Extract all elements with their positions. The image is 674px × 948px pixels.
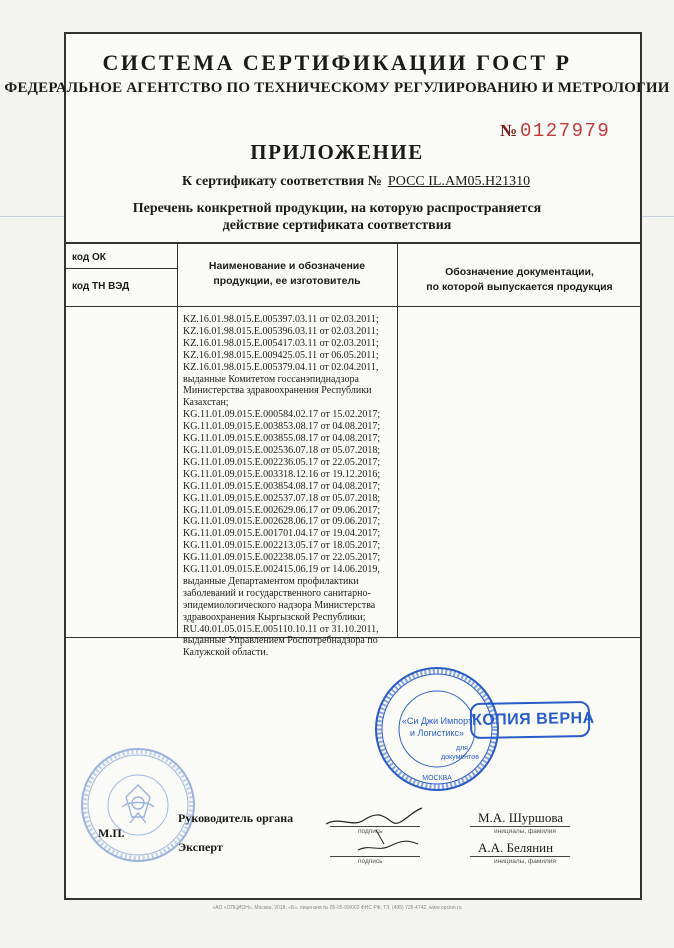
signature-caption: подпись xyxy=(358,858,383,865)
col-docs-header-line: по которой выпускается продукция xyxy=(426,281,613,293)
head-name: М.А. Шуршова xyxy=(478,810,564,825)
product-line: KG.11.01.09.015.E.002213.05.17 от 18.05.2017; xyxy=(183,540,381,552)
product-line: здравоохранения Кыргызской Республики; xyxy=(183,611,366,623)
product-line: эпидемиологического надзора Министерства xyxy=(183,599,376,611)
product-line: KZ.16.01.98.015.E.005417.03.11 от 02.03.2011; xyxy=(183,337,379,349)
product-line: KG.11.01.09.015.E.002415.06.19 от 14.06.2019, xyxy=(183,564,380,576)
expert-name: А.А. Белянин xyxy=(478,840,554,855)
product-line: KG.11.01.09.015.E.003854.08.17 от 04.08.2017; xyxy=(183,480,381,492)
stamp-place-label: М.П. xyxy=(98,826,125,840)
signature-caption: подпись xyxy=(358,828,383,835)
product-line: KG.11.01.09.015.E.002629.06.17 от 09.06.2017; xyxy=(183,504,381,516)
copy-stamp-text: КОПИЯ ВЕРНА xyxy=(471,709,595,730)
copy-stamp xyxy=(470,701,595,739)
product-line: KG.11.01.09.015.E.002628.06.17 от 09.06.2017; xyxy=(183,516,381,528)
seal-center-line: «Си Джи Импорт xyxy=(401,716,473,726)
product-line: KG.11.01.09.015.E.002236.05.17 от 22.05.2017; xyxy=(183,456,381,468)
number-sign: № xyxy=(500,121,518,140)
table-divider xyxy=(64,306,642,307)
product-line: Калужской области. xyxy=(183,647,269,659)
agency-title: ФЕДЕРАЛЬНОЕ АГЕНТСТВО ПО ТЕХНИЧЕСКОМУ РЕГУЛИРОВАНИЮ И МЕТРОЛОГИИ xyxy=(4,80,670,96)
list-heading-line-1: Перечень конкретной продукции, на которую распространяется xyxy=(132,201,542,216)
product-cell-text xyxy=(183,314,397,659)
seal-center-line: и Логистикс» xyxy=(410,728,464,738)
product-line: заболеваний и государственного санитарно- xyxy=(183,587,371,599)
col-tnved-header: код ТН ВЭД xyxy=(72,281,130,292)
printer-imprint: «АО «ОПЦИОН», Москва, 2018, «Б». лицензия № 05-05-09/003 ФНС РФ, ТЗ. (495) 726-4742, www.opcion.ru xyxy=(212,905,462,911)
seal-city: МОСКВА xyxy=(422,775,452,782)
expert-label: Эксперт xyxy=(178,840,223,854)
certificate-reference xyxy=(182,174,534,190)
list-heading-line-2: действие сертификата соответствия xyxy=(222,218,452,233)
product-line: Казахстан; xyxy=(183,397,229,409)
system-title: СИСТЕМА СЕРТИФИКАЦИИ ГОСТ Р xyxy=(102,50,572,75)
seal-side-line: для xyxy=(456,745,468,752)
product-line: KG.11.01.09.015.E.000584.02.17 от 15.02.2017; xyxy=(183,409,381,421)
product-line: выданные Департаментом профилактики xyxy=(183,575,359,587)
product-table xyxy=(64,242,642,659)
product-line: KG.11.01.09.015.E.002537.07.18 от 05.07.2018; xyxy=(183,492,381,504)
name-caption: инициалы, фамилия xyxy=(494,828,556,835)
product-line: KG.11.01.09.015.E.003853.08.17 от 04.08.2017; xyxy=(183,421,381,433)
product-line: KG.11.01.09.015.E.002536.07.18 от 05.07.2018; xyxy=(183,444,381,456)
product-line: KZ.16.01.98.015.E.005396.03.11 от 02.03.2011; xyxy=(183,325,379,337)
col-product-header xyxy=(177,259,397,289)
name-line xyxy=(470,826,570,827)
table-divider xyxy=(64,268,177,269)
seal-side-line: документов xyxy=(441,754,479,761)
signature-scribble-icon xyxy=(318,800,438,860)
certificate-number: РОСС IL.АМ05.Н21310 xyxy=(387,174,531,189)
table-divider xyxy=(177,244,178,637)
product-line: RU.40.01.05.015.E.005110.10.11 от 31.10.2011, xyxy=(183,623,379,635)
product-line: KG.11.01.09.015.E.001701.04.17 от 19.04.2017; xyxy=(183,528,381,540)
head-of-body-label: Руководитель органа xyxy=(178,811,294,825)
product-line: KZ.16.01.98.015.E.005379.04.11 от 02.04.2011, xyxy=(183,361,379,373)
product-line: Министерства здравоохранения Республики xyxy=(183,385,372,397)
col-okp-header: код ОК xyxy=(72,252,106,263)
product-line: KG.11.01.09.015.E.003855.08.17 от 04.08.2017; xyxy=(183,433,381,445)
form-number: 0127979 xyxy=(520,120,611,142)
product-line: KG.11.01.09.015.E.002238.05.17 от 22.05.2017; xyxy=(183,552,381,564)
product-line: KG.11.01.09.015.E.003318.12.16 от 19.12.2016; xyxy=(183,468,381,480)
table-divider xyxy=(397,244,398,637)
certificate-prefix: К сертификату соответствия № xyxy=(182,174,382,189)
product-line: выданные Управлением Роспотребнадзора по xyxy=(183,635,378,647)
col-docs-header xyxy=(397,265,642,295)
col-product-header-line: продукции, ее изготовитель xyxy=(213,275,361,287)
product-line: KZ.16.01.98.015.E.005397.03.11 от 02.03.2011; xyxy=(183,314,379,325)
appendix-title: ПРИЛОЖЕНИЕ xyxy=(250,140,424,164)
col-docs-header-line: Обозначение документации, xyxy=(445,266,594,278)
name-line xyxy=(470,856,570,857)
product-line: KZ.16.01.98.015.E.009425.05.11 от 06.05.2011; xyxy=(183,349,379,361)
product-line: выданные Комитетом госсанэпиднадзора xyxy=(183,373,359,385)
name-caption: инициалы, фамилия xyxy=(494,858,556,865)
col-product-header-line: Наименование и обозначение xyxy=(208,260,366,272)
